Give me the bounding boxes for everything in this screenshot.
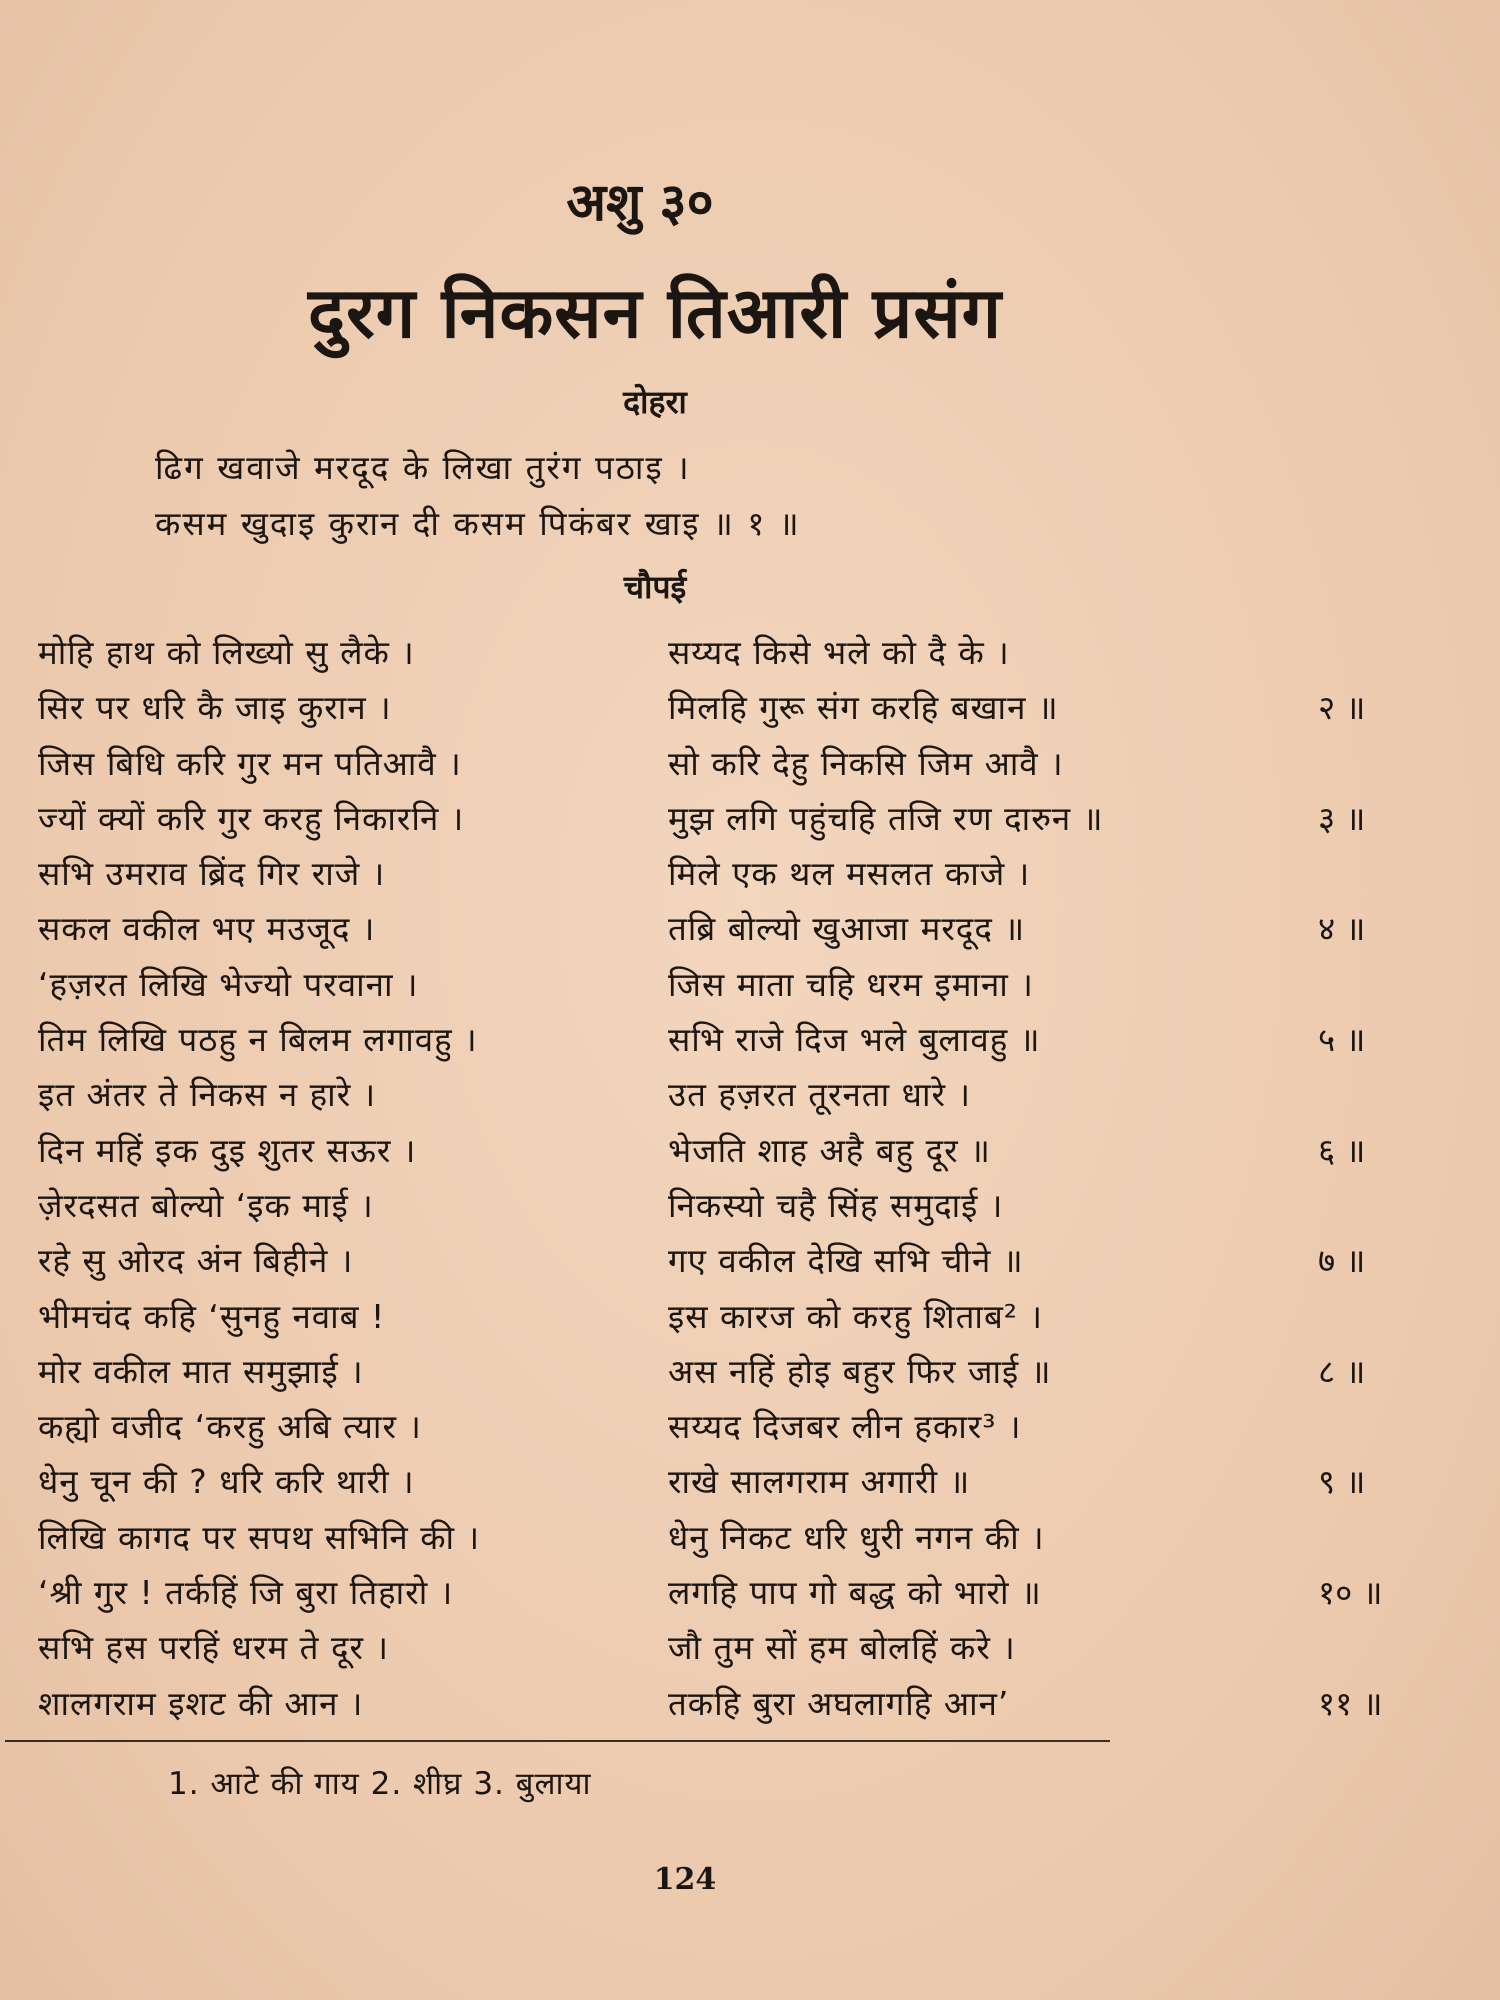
verse-line bbox=[38, 625, 1468, 680]
page-title: दुरग निकसन तिआरी प्रसंग bbox=[307, 272, 1003, 354]
verse-number bbox=[1318, 1399, 1458, 1454]
verse-line bbox=[38, 1454, 1468, 1509]
verse-line bbox=[38, 1289, 1468, 1344]
footnote-divider bbox=[5, 1740, 1110, 1742]
verse-number bbox=[1318, 1178, 1458, 1233]
verse-second-half: तब्रि बोल्यो खुआजा मरदूद ॥ bbox=[668, 909, 1026, 949]
verse-number bbox=[1318, 1510, 1458, 1565]
verse-second-half: जिस माता चहि धरम इमाना । bbox=[668, 964, 1034, 1004]
verse-line bbox=[38, 901, 1468, 956]
page-number: 124 bbox=[653, 1862, 717, 1897]
verse-line bbox=[38, 1565, 1468, 1620]
verse-number: ६ ॥ bbox=[1318, 1130, 1366, 1170]
verse-second-half: अस नहिं होइ बहुर फिर जाई ॥ bbox=[668, 1351, 1052, 1391]
verse-second-half: सो करि देहु निकसि जिम आवै । bbox=[668, 743, 1064, 783]
verse-line bbox=[38, 846, 1468, 901]
verse-line bbox=[38, 736, 1468, 791]
verse-first-half: सभि हस परहिं धरम ते दूर । bbox=[38, 1628, 389, 1668]
verse-line bbox=[38, 1399, 1468, 1454]
verse-line bbox=[38, 791, 1468, 846]
verse-line bbox=[38, 1510, 1468, 1565]
verse-first-half: कह्यो वजीद ‘करहु अबि त्यार । bbox=[38, 1407, 422, 1447]
footnotes: 1. आटे की गाय 2. शीघ्र 3. बुलाया bbox=[168, 1766, 592, 1802]
verse-line bbox=[38, 957, 1468, 1012]
verse-first-half: सिर पर धरि कै जाइ कुरान । bbox=[38, 688, 392, 728]
verse-first-half: सभि उमराव ब्रिंद गिर राजे । bbox=[38, 854, 386, 894]
verse-first-half: सकल वकील भए मउजूद । bbox=[38, 909, 376, 949]
verse-second-half: मुझ लगि पहुंचहि तजि रण दारुन ॥ bbox=[668, 798, 1104, 838]
verse-number bbox=[1318, 1620, 1458, 1675]
verse-line bbox=[38, 1620, 1468, 1675]
verse-first-half: दिन महिं इक दुइ शुतर सऊर । bbox=[38, 1130, 417, 1170]
verse-first-half: रहे सु ओरद अंन बिहीने । bbox=[38, 1241, 354, 1281]
verse-line bbox=[38, 1178, 1468, 1233]
chaupai-heading: चौपई bbox=[623, 568, 687, 606]
verse-second-half: गए वकील देखि सभि चीने ॥ bbox=[668, 1241, 1024, 1281]
verse-line bbox=[38, 1012, 1468, 1067]
chaupai-verses bbox=[38, 625, 1468, 1731]
verse-second-half: राखे सालगराम अगारी ॥ bbox=[668, 1462, 971, 1502]
verse-number: १० ॥ bbox=[1318, 1573, 1383, 1613]
verse-number bbox=[1318, 957, 1458, 1012]
verse-first-half: भीमचंद कहि ‘सुनहु नवाब ! bbox=[38, 1296, 386, 1336]
verse-first-half: ज्यों क्यों करि गुर करहु निकारनि । bbox=[38, 798, 465, 838]
dohra-heading: दोहरा bbox=[623, 383, 687, 421]
verse-first-half: धेनु चून की ? धरि करि थारी । bbox=[38, 1462, 415, 1502]
verse-line bbox=[38, 1676, 1468, 1731]
chapter-heading: अशु ३० bbox=[566, 173, 714, 233]
verse-first-half: ‘हज़रत लिखि भेज्यो परवाना । bbox=[38, 964, 419, 1004]
verse-second-half: इस कारज को करहु शिताब² । bbox=[668, 1296, 1044, 1336]
verse-line bbox=[38, 1067, 1468, 1122]
verse-second-half: उत हज़रत तूरनता धारे । bbox=[668, 1075, 971, 1115]
verse-first-half: मोर वकील मात समुझाई । bbox=[38, 1351, 364, 1391]
verse-number: २ ॥ bbox=[1318, 688, 1366, 728]
verse-second-half: मिलहि गुरू संग करहि बखान ॥ bbox=[668, 688, 1059, 728]
verse-first-half: लिखि कागद पर सपथ सभिनि की । bbox=[38, 1517, 481, 1557]
verse-number: ८ ॥ bbox=[1318, 1351, 1366, 1391]
verse-line bbox=[38, 1233, 1468, 1288]
verse-second-half: जौ तुम सों हम बोलहिं करे । bbox=[668, 1628, 1016, 1668]
dohra-block bbox=[155, 440, 1255, 552]
verse-second-half: तकहि बुरा अघलागहि आन’ bbox=[668, 1683, 1010, 1723]
verse-number: ९ ॥ bbox=[1318, 1462, 1366, 1502]
verse-second-half: सय्यद किसे भले को दै के । bbox=[668, 633, 1010, 672]
verse-number bbox=[1318, 1067, 1458, 1122]
dohra-line: कसम खुदाइ कुरान दी कसम पिकंबर खाइ ॥ १ ॥ bbox=[155, 504, 801, 543]
verse-line bbox=[38, 1123, 1468, 1178]
verse-second-half: भेजति शाह अहै बहु दूर ॥ bbox=[668, 1130, 991, 1170]
verse-first-half: जिस बिधि करि गुर मन पतिआवै । bbox=[38, 743, 462, 783]
verse-second-half: सय्यद दिजबर लीन हकार³ । bbox=[668, 1407, 1022, 1447]
verse-line bbox=[38, 1344, 1468, 1399]
verse-first-half: ‘श्री गुर ! तर्कहिं जि बुरा तिहारो । bbox=[38, 1573, 454, 1613]
verse-second-half: मिले एक थल मसलत काजे । bbox=[668, 854, 1031, 894]
verse-number bbox=[1318, 625, 1458, 680]
verse-number bbox=[1318, 1289, 1458, 1344]
verse-number: ३ ॥ bbox=[1318, 798, 1366, 838]
verse-first-half: मोहि हाथ को लिख्यो सु लैके । bbox=[38, 633, 415, 672]
verse-number bbox=[1318, 846, 1458, 901]
verse-second-half: सभि राजे दिज भले बुलावहु ॥ bbox=[668, 1020, 1041, 1060]
verse-line bbox=[38, 680, 1468, 735]
verse-first-half: इत अंतर ते निकस न हारे । bbox=[38, 1075, 377, 1115]
verse-second-half: लगहि पाप गो बद्ध को भारो ॥ bbox=[668, 1573, 1042, 1613]
verse-second-half: निकस्यो चहै सिंह समुदाई । bbox=[668, 1185, 1004, 1225]
verse-number: ५ ॥ bbox=[1318, 1020, 1366, 1060]
verse-number: ११ ॥ bbox=[1318, 1683, 1383, 1723]
verse-number: ७ ॥ bbox=[1318, 1241, 1366, 1281]
verse-first-half: तिम लिखि पठहु न बिलम लगावहु । bbox=[38, 1020, 478, 1060]
verse-first-half: शालगराम इशट की आन । bbox=[38, 1683, 364, 1723]
verse-number bbox=[1318, 736, 1458, 791]
verse-number: ४ ॥ bbox=[1318, 909, 1366, 949]
verse-first-half: ज़ेरदसत बोल्यो ‘इक माई । bbox=[38, 1185, 374, 1225]
dohra-line: ढिग खवाजे मरदूद के लिखा तुरंग पठाइ । bbox=[155, 448, 691, 487]
verse-second-half: धेनु निकट धरि धुरी नगन की । bbox=[668, 1517, 1045, 1557]
